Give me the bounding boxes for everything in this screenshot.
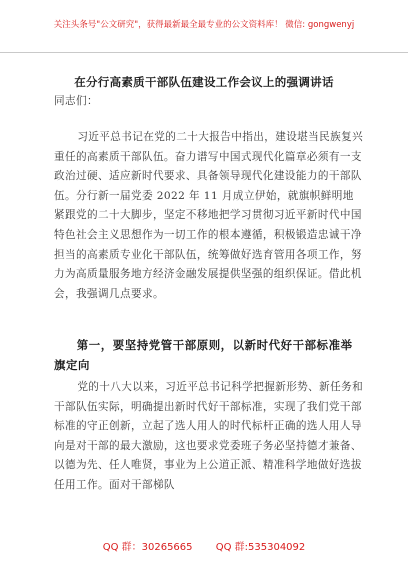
body-paragraph-2: 党的十八大以来，习近平总书记科学把握新形势、新任务和干部队伍实际，明确提出新时代好干部标准，实现了我们党干部标准的守正创新，立起了选人用人的时代标杆正确的选人用人导向是对干部的最大激励，这也要求党委班子务必坚持德才兼备、以德为先、任人唯贤，事业为上公道正派、精准科学地做好选拔任用工作。面对干部梯队 — [54, 381, 364, 491]
document-title: 在分行高素质干部队伍建设工作会议上的强调讲话 — [74, 75, 334, 89]
salutation: 同志们： — [54, 95, 98, 107]
footer-contact — [0, 538, 408, 553]
banner-text: 关注头条号"公文研究"，获得最新最全最专业的公文资料库！ 微信: gongwenyj — [53, 20, 355, 30]
header-divider — [0, 52, 408, 53]
footer-qq-group-1: QQ 群：30265665 — [102, 542, 193, 553]
top-banner — [0, 0, 408, 48]
body-paragraph-1: 习近平总书记在党的二十大报告中指出，建设堪当民族复兴重任的高素质干部队伍。奋力谱写中国式现代化篇章必须有一支政治过硬、适应新时代要求、具备领导现代化建设能力的干部队伍。分行新一届党委 2022 年 11 月成立伊始，就旗帜鲜明地紧跟党的二十大脚步，坚定不移地把学习贯彻习近平新时代中国特色社会主义思想作为一切工作的根本遵循，积极锻造忠诚干净担当的高素质专业化干部队伍，统筹做好选育管用各项工作，努力为高质量服务地方经济金融发展提供坚强的组织保证。借此机会，我强调几点要求。 — [54, 131, 364, 300]
section-heading-1: 第一，要坚持党管干部原则，以新时代好干部标准举旗定向 — [54, 338, 353, 372]
footer-qq-group-2: QQ 群:535304092 — [215, 542, 306, 553]
